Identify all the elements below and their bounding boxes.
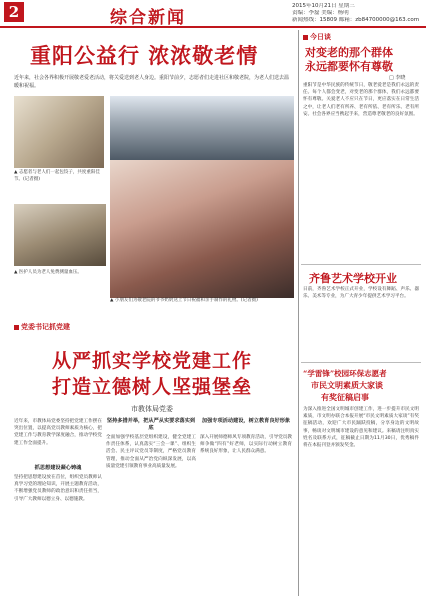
square-bullet-icon	[14, 325, 19, 330]
article-headline-1: 从严抓实学校党建工作	[51, 350, 252, 372]
editor-line: 责编：李磊 美编：杨明	[292, 10, 349, 16]
caption-c: ▲ 小朋友们为敬老院的爷爷奶奶送上节日祝福和亲手制作的礼物。(记者摄)	[110, 298, 258, 303]
page-header	[0, 0, 426, 28]
square-bullet-icon	[303, 35, 308, 40]
commentary-byline: □ 李晓	[389, 75, 406, 81]
header-meta	[292, 3, 422, 24]
divider	[301, 362, 421, 363]
right-column	[298, 30, 423, 596]
main-headline: 重阳公益行 浓浓敬老情	[30, 43, 259, 68]
article-col3-subhead: 加强专项活动建设，树立教育良好形象	[201, 418, 291, 424]
tag-today-label: 今日谈	[310, 33, 331, 41]
photo-health-check	[14, 204, 106, 266]
page-number: 2	[4, 2, 24, 22]
date-line: 2015年10月21日 星期三	[292, 3, 355, 9]
photo-elderly-gathering	[110, 96, 294, 160]
article-col2-subhead: 坚持多措并举，把从严从实要求落实到底	[106, 418, 196, 431]
photo-dumpling-volunteers	[14, 96, 104, 168]
tag-party-building-label: 党委书记抓党建	[21, 323, 70, 331]
art-school-headline: 齐鲁艺术学校开业	[309, 272, 397, 285]
divider	[301, 264, 421, 265]
notice-headline-1: “学雷锋”校园环保志愿者	[303, 369, 387, 378]
article-author: 市教体局党委	[131, 405, 173, 413]
article-col2-body: 全面加强学校基层党组织建设，健全党建工作责任体系，认真落实“三会一课”、组织生活会、民主评议党员等制度，严格党员教育管理，推动全面从严治党向纵深发展，以高质量党建引领教育事业高质量发展。	[106, 435, 196, 469]
commentary-body: 重阳节是中华民族的传统节日，敬老爱老是我们永远的责任。每个人都会变老，对变老的那个群体，我们永远都要怀有尊敬。关爱老人不应只在节日，更应落实在日常生活之中，让老人们老有所养、老有所依、老有所乐、老有所安。社会各界应当携起手来，营造尊老敬老的良好氛围。	[303, 83, 419, 117]
notice-body: 为深入推进全国文明城市创建工作，进一步提升市民文明素质，市文明办联合本报开展“市民文明素质大家谈”有奖征稿活动，欢迎广大市民踊跃投稿，分享身边的文明故事，畅谈对文明城市建设的意见和建议。来稿请注明真实姓名及联系方式，征稿截止日期为11月30日，优秀稿件将在本报刊登并颁发奖金。	[303, 407, 419, 449]
contact-line: 新闻热线：15809 邮箱：zb84700000@163.com	[292, 17, 420, 23]
article-col1-body: 近年来，市教体局党委坚持把党建工作摆在突出位置，以提高党员教师素质为核心，把党建工作与教育教学深度融合，推动学校党建工作全面提升。	[14, 419, 102, 446]
photo-children-elderly	[110, 160, 294, 298]
notice-headline-3: 有奖征稿启事	[321, 392, 369, 402]
commentary-headline-1: 对变老的那个群体	[305, 46, 393, 59]
caption-d: ▲ 医护人员为老人免费测量血压。	[14, 270, 82, 275]
main-lead: 近年来，社会各界积极开展敬老爱老活动，将关爱送到老人身边。重阳节前夕，志愿者们走进社区和敬老院，为老人们送去温暖和祝福。	[14, 75, 290, 89]
caption-a: ▲ 志愿者与老人们一起包饺子，共度重阳佳节。(记者摄)	[14, 170, 100, 182]
article-col1-subhead: 抓思想建设凝心铸魂	[34, 465, 82, 471]
article-headline-2: 打造立德树人坚强堡垒	[51, 376, 252, 398]
article-col1-body2: 坚持把思想建设放在首位，组织党员教师认真学习党的理论知识，开展主题教育活动，不断增强党员教师的政治意识和责任担当，引导广大教师以德立身、以德施教。	[14, 475, 102, 502]
section-title: 综合新闻	[110, 8, 186, 28]
tag-party-building	[14, 322, 70, 332]
article-col3-body: 深入开展师德师风专项教育活动，引导党员教师争做“四有”好老师，以实际行动树立教育系统良好形象，让人民群众满意。	[200, 435, 292, 455]
tag-today	[303, 32, 331, 42]
commentary-headline-2: 永远都要怀有尊敬	[305, 60, 393, 73]
art-school-body: 日前，齐鲁艺术学校正式开业，学校设有舞蹈、声乐、器乐、美术等专业，为广大青少年提供艺术学习平台。	[303, 287, 419, 300]
notice-headline-2: 市民文明素质大家谈	[311, 380, 383, 390]
